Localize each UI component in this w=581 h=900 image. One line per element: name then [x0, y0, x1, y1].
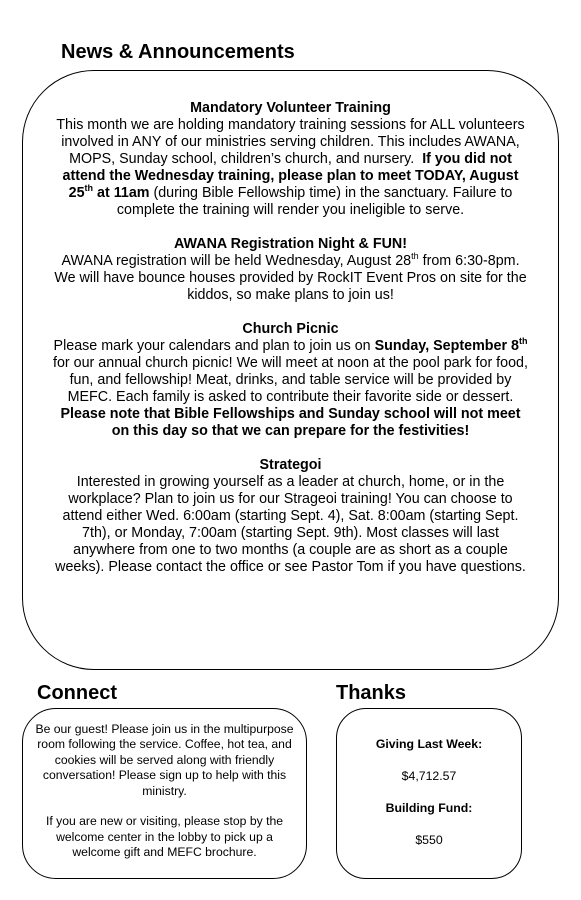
- connect-paragraph: Be our guest! Please join us in the multipurpose room following the service. Coffee, hot tea, and cookies will be served along with friendly conversation! Please sign up to help with this ministry.: [35, 722, 294, 798]
- news-heading: News & Announcements: [61, 41, 295, 63]
- article-body: Please mark your calendars and plan to join us on Sunday, September 8th for our annual church picnic! We will meet at noon at the pool park for food, fun, and fellowship! Meat, drinks, and table service will be provided by MEFC. Each family is asked to contribute their favorite side or dessert. Please note that Bible Fellowships and Sunday school will not meet on this day so that we can prepare for the festivities!: [53, 336, 528, 439]
- news-content: [51, 100, 530, 593]
- connect-paragraph: If you are new or visiting, please stop by the welcome center in the lobby to pick up a welcome gift and MEFC brochure.: [45, 814, 284, 860]
- giving-label: Giving Last Week:: [375, 737, 483, 751]
- building-fund-label: Building Fund:: [385, 801, 473, 815]
- article-body: AWANA registration will be held Wednesday, August 28th from 6:30-8pm. We will have bounce houses provided by RockIT Event Pros on site for the kiddos, so make plans to join us!: [54, 251, 527, 303]
- article-title: Church Picnic: [242, 321, 339, 337]
- article-volunteer-training: [51, 100, 530, 219]
- thanks-box: [336, 708, 522, 879]
- thanks-content: [337, 737, 521, 865]
- connect-heading: Connect: [37, 682, 117, 704]
- building-fund-amount: $550: [415, 833, 443, 847]
- connect-box: [22, 708, 307, 879]
- article-church-picnic: [51, 321, 530, 440]
- article-body: This month we are holding mandatory training sessions for ALL volunteers involved in ANY of our ministries serving children. This includes AWANA, MOPS, Sunday school, children’s church, and nursery. If you did not attend the Wednesday training, please plan to meet TODAY, August 25th at 11am (during Bible Fellowship time) in the sanctuary. Failure to complete the training will render you ineligible to serve.: [56, 117, 525, 218]
- article-title: Mandatory Volunteer Training: [190, 100, 391, 116]
- thanks-heading: Thanks: [336, 682, 407, 704]
- article-strategoi: [51, 457, 530, 576]
- article-title: AWANA Registration Night & FUN!: [174, 236, 407, 252]
- article-title: Strategoi: [259, 457, 322, 473]
- giving-amount: $4,712.57: [401, 769, 457, 783]
- connect-content: [35, 722, 294, 876]
- news-box: [22, 70, 559, 670]
- article-awana-registration: [51, 236, 530, 304]
- article-body: Interested in growing yourself as a leader at church, home, or in the workplace? Plan to join us for our Strageoi training! You can choose to attend either Wed. 6:00am (starting Sept. 4), Sat. 8:00am (starting Sept. 7th), or Monday, 7:00am (starting Sept. 9th). Most classes will last anywhere from one to two months (a couple are as short as a couple weeks). Please contact the office or see Pastor Tom if you have questions.: [55, 474, 526, 575]
